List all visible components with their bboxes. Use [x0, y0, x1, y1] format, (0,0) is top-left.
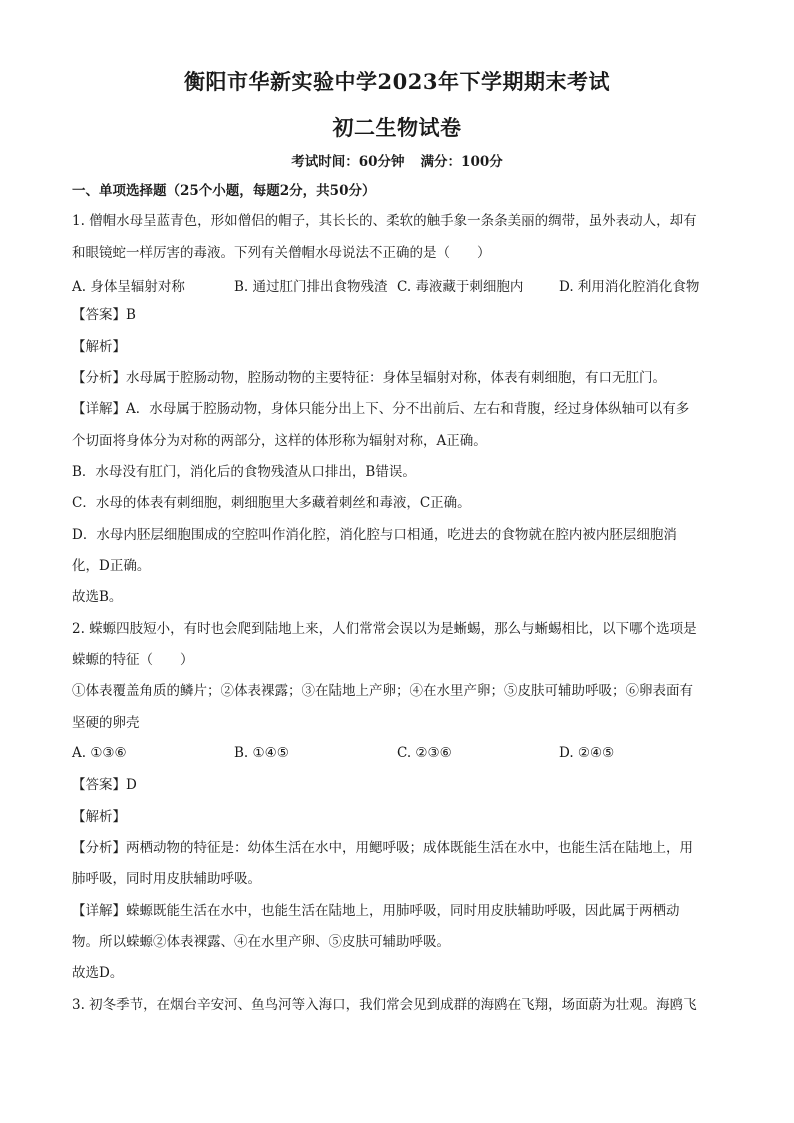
q1-explain-d-line-2: 化，D正确。: [72, 558, 151, 574]
q2-choice: 故选D。: [72, 965, 124, 981]
q1-explain-c: C．水母的体表有刺细胞，刺细胞里大多藏着刺丝和毒液，C正确。: [72, 495, 471, 511]
q1-option-a: A. 身体呈辐射对称: [72, 279, 185, 295]
q1-explain-b: B．水母没有肛门，消化后的食物残渣从口排出，B错误。: [72, 464, 416, 480]
q1-stem-line-1: 1. 僧帽水母呈蓝青色，形如僧侣的帽子，其长长的、柔软的触手象一条条美丽的绸带，虽外表动人，却有: [72, 213, 697, 229]
q1-stem-line-2: 和眼镜蛇一样厉害的毒液。下列有关僧帽水母说法不正确的是（ ）: [72, 245, 491, 261]
q2-option-b: B. ①④⑤: [234, 745, 289, 761]
q1-detail-line-2: 个切面将身体分为对称的两部分，这样的体形称为辐射对称，A正确。: [72, 433, 487, 449]
q2-option-c: C. ②③⑥: [397, 745, 452, 761]
q2-jiexi-label: 【解析】: [72, 809, 126, 825]
exam-title: 衡阳市华新实验中学2023年下学期期末考试: [184, 69, 610, 94]
q1-jiexi-label: 【解析】: [72, 339, 126, 355]
exam-subtitle: 初二生物试卷: [332, 115, 462, 140]
q2-items-line-2: 坚硬的卵壳: [72, 715, 140, 731]
q2-option-d: D. ②④⑤: [559, 745, 615, 761]
q2-answer: 【答案】D: [72, 777, 137, 793]
q1-choice: 故选B。: [72, 589, 123, 605]
q2-stem-line-1: 2. 蝾螈四肢短小，有时也会爬到陆地上来，人们常常会误以为是蜥蜴，那么与蜥蜴相比，以下哪个选项是: [72, 621, 697, 637]
section-heading: 一、单项选择题（25个小题，每题2分，共50分）: [72, 183, 376, 199]
q3-stem-line-1: 3. 初冬季节，在烟台辛安河、鱼鸟河等入海口，我们常会见到成群的海鸥在飞翔，场面蔚为壮观。海鸥飞: [72, 997, 697, 1013]
q2-detail-line-1: 【详解】蝾螈既能生活在水中，也能生活在陆地上，用肺呼吸，同时用皮肤辅助呼吸，因此属于两栖动: [72, 903, 680, 919]
q1-option-b: B. 通过肛门排出食物残渣: [234, 279, 388, 295]
q2-stem-line-2: 蝾螈的特征（ ）: [72, 652, 194, 668]
q2-analysis-line-2: 肺呼吸，同时用皮肤辅助呼吸。: [72, 871, 261, 887]
q1-option-d: D. 利用消化腔消化食物: [559, 279, 700, 295]
q1-answer: 【答案】B: [72, 307, 136, 323]
q1-option-c: C. 毒液藏于刺细胞内: [397, 279, 524, 295]
q1-analysis: 【分析】水母属于腔肠动物，腔肠动物的主要特征：身体呈辐射对称，体表有刺细胞，有口无肛门。: [72, 370, 666, 386]
exam-meta: [0, 150, 794, 170]
q2-items-line-1: ①体表覆盖角质的鳞片；②体表裸露；③在陆地上产卵；④在水里产卵；⑤皮肤可辅助呼吸；⑥卵表面有: [72, 683, 693, 699]
exam-score: 满分：100分: [420, 154, 503, 170]
q2-option-a: A. ①③⑥: [72, 745, 127, 761]
q2-detail-line-2: 物。所以蝾螈②体表裸露、④在水里产卵、⑤皮肤可辅助呼吸。: [72, 934, 450, 950]
q2-analysis-line-1: 【分析】两栖动物的特征是：幼体生活在水中，用鳃呼吸；成体既能生活在水中，也能生活在陆地上，用: [72, 840, 693, 856]
exam-time: 考试时间：60分钟: [291, 154, 405, 170]
q1-explain-d-line-1: D．水母内胚层细胞围成的空腔叫作消化腔，消化腔与口相通，吃进去的食物就在腔内被内胚层细胞消: [72, 527, 677, 543]
q1-detail-line-1: 【详解】A．水母属于腔肠动物，身体只能分出上下、分不出前后、左右和背腹，经过身体纵轴可以有多: [72, 401, 690, 417]
